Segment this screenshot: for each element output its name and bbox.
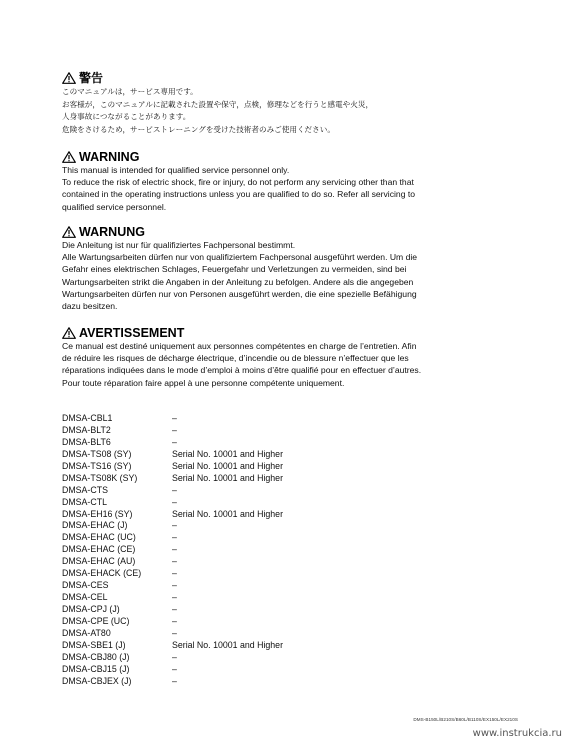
- warning-line: Ce manual est destiné uniquement aux personnes compétentes en charge de l’entretien. Afin: [62, 341, 417, 351]
- model-note: –: [172, 556, 177, 567]
- model-note: –: [172, 496, 177, 507]
- warning-line: réparations indiquées dans le mode d’emploi à moins d’être qualifié pour en effectuer d’autres.: [62, 365, 422, 376]
- model-name: DMSA-BLT6: [62, 436, 111, 447]
- warning-line: 人身事故につながることがあります。: [62, 112, 191, 122]
- warning-line: Die Anleitung ist nur für qualifiziertes Fachpersonal bestimmt.: [62, 240, 296, 250]
- list-item: [62, 425, 283, 437]
- warning-title: WARNING: [79, 149, 140, 164]
- model-note: –: [172, 424, 177, 435]
- model-note: –: [172, 592, 177, 603]
- model-name: DMSA-CBJ80 (J): [62, 651, 130, 662]
- model-note: Serial No. 10001 and Higher: [172, 639, 284, 650]
- list-item: [62, 449, 283, 461]
- warning-line: de réduire les risques de décharge électrique, d’incendie ou de blessure n’effectuer que les: [62, 353, 409, 364]
- list-item: [62, 580, 283, 592]
- list-item: [62, 676, 283, 688]
- model-name: DMSA-TS16 (SY): [62, 460, 132, 471]
- watermark: www.instrukcia.ru: [472, 728, 562, 739]
- warning-text: [62, 164, 462, 213]
- warning-line: 危険をさけるため，サービストレーニングを受けた技術者のみご使用ください。: [62, 124, 335, 134]
- model-name: DMSA-TS08K (SY): [62, 472, 138, 483]
- warning-title: 警告: [79, 71, 104, 85]
- model-note: –: [172, 663, 177, 674]
- warning-heading-german: [62, 224, 462, 239]
- warning-heading-english: [62, 149, 462, 164]
- list-item: [62, 509, 283, 521]
- warning-text: [62, 340, 462, 389]
- model-name: DMSA-BLT2: [62, 424, 111, 435]
- warning-triangle-icon: [62, 226, 76, 238]
- model-note: –: [172, 580, 177, 591]
- warning-section-english: [62, 149, 462, 213]
- model-name: DMSA-CBJ15 (J): [62, 663, 130, 674]
- model-name: DMSA-TS08 (SY): [62, 448, 132, 459]
- list-item: [62, 461, 283, 473]
- warning-title: WARNUNG: [79, 224, 145, 239]
- warning-text: [62, 86, 462, 136]
- model-name: DMSA-CEL: [62, 592, 108, 603]
- list-item: [62, 497, 283, 509]
- warning-line: qualified service personnel.: [62, 201, 167, 212]
- model-note: –: [172, 675, 177, 686]
- list-item: [62, 532, 283, 544]
- list-item: [62, 652, 283, 664]
- list-item: [62, 544, 283, 556]
- model-name: DMSA-CPJ (J): [62, 604, 120, 614]
- model-name: DMSA-EHAC (J): [62, 520, 128, 531]
- warning-line: Alle Wartungsarbeiten dürfen nur von qualifiziertem Fachpersonal ausgeführt werden. Um die: [62, 252, 418, 263]
- model-note: –: [172, 436, 177, 447]
- model-name: DMSA-CTS: [62, 484, 108, 495]
- warning-text: [62, 239, 462, 312]
- list-item: [62, 485, 283, 497]
- warning-line: Pour toute réparation faire appel à une personne compétente uniquement.: [62, 377, 345, 388]
- list-item: [62, 616, 283, 628]
- warning-line: Gefahr eines elektrischen Schlages, Feuergefahr und Verletzungen zu vermeiden, sind bei: [62, 264, 407, 275]
- warning-heading-french: [62, 325, 462, 340]
- warning-line: contained in the operating instructions unless you are qualified to do so. Refer all servicing to: [62, 189, 416, 200]
- warning-section-french: [62, 325, 462, 389]
- model-note: –: [172, 413, 177, 423]
- model-name: DMSA-CPE (UC): [62, 615, 130, 626]
- list-item: [62, 568, 283, 580]
- warning-line: To reduce the risk of electric shock, fire or injury, do not perform any servicing other than that: [62, 177, 414, 188]
- model-note: –: [172, 544, 177, 555]
- model-name: DMSA-SBE1 (J): [62, 639, 126, 650]
- list-item: [62, 413, 283, 425]
- model-note: Serial No. 10001 and Higher: [172, 448, 284, 459]
- warning-line: Wartungsarbeiten strikt die Angaben in der Anleitung zu befolgen. Andere als die angegeben: [62, 276, 414, 287]
- model-note: –: [172, 484, 177, 495]
- warning-section-german: [62, 224, 462, 312]
- model-name: DMSA-EHAC (UC): [62, 532, 136, 543]
- model-note: –: [172, 520, 177, 531]
- warning-triangle-icon: [62, 151, 76, 163]
- model-note: Serial No. 10001 and Higher: [172, 508, 284, 519]
- model-note: –: [172, 604, 177, 614]
- list-item: [62, 473, 283, 485]
- model-name: DMSA-AT80: [62, 627, 111, 638]
- list-item: [62, 628, 283, 640]
- model-list: [62, 413, 283, 688]
- model-note: –: [172, 532, 177, 543]
- list-item: [62, 664, 283, 676]
- model-name: DMSA-CES: [62, 580, 109, 591]
- model-name: DMSA-CTL: [62, 496, 107, 507]
- list-item: [62, 437, 283, 449]
- warning-line: Wartungsarbeiten dürfen nur von Personen ausgeführt werden, die eine spezielle Befähigung: [62, 288, 417, 299]
- warning-heading-japanese: [62, 70, 462, 85]
- list-item: [62, 592, 283, 604]
- list-item: [62, 640, 283, 652]
- warning-line: This manual is intended for qualified service personnel only.: [62, 165, 290, 175]
- model-note: –: [172, 568, 177, 579]
- warning-line: dazu besitzen.: [62, 301, 118, 312]
- model-name: DMSA-EHACK (CE): [62, 568, 142, 579]
- model-note: –: [172, 615, 177, 626]
- list-item: [62, 556, 283, 568]
- warning-section-japanese: [62, 70, 462, 136]
- list-item: [62, 604, 283, 616]
- model-name: DMSA-EHAC (CE): [62, 544, 136, 555]
- model-name: DMSA-CBL1: [62, 413, 113, 423]
- list-item: [62, 520, 283, 532]
- warning-line: お客様が，このマニュアルに記載された設置や保守，点検，修理などを行うと感電や火災，: [62, 99, 374, 109]
- model-note: –: [172, 651, 177, 662]
- warning-triangle-icon: [62, 327, 76, 339]
- footer-model-code: DMS-B150L/B210S/B60L/B110S/EX150L/EX210S: [413, 717, 518, 722]
- model-note: Serial No. 10001 and Higher: [172, 460, 284, 471]
- model-name: DMSA-EH16 (SY): [62, 508, 133, 519]
- model-name: DMSA-EHAC (AU): [62, 556, 136, 567]
- model-note: Serial No. 10001 and Higher: [172, 472, 284, 483]
- warning-line: このマニュアルは，サービス専用です。: [62, 87, 198, 96]
- warning-title: AVERTISSEMENT: [79, 325, 185, 340]
- model-note: –: [172, 627, 177, 638]
- warning-triangle-icon: [62, 72, 76, 84]
- model-name: DMSA-CBJEX (J): [62, 675, 132, 686]
